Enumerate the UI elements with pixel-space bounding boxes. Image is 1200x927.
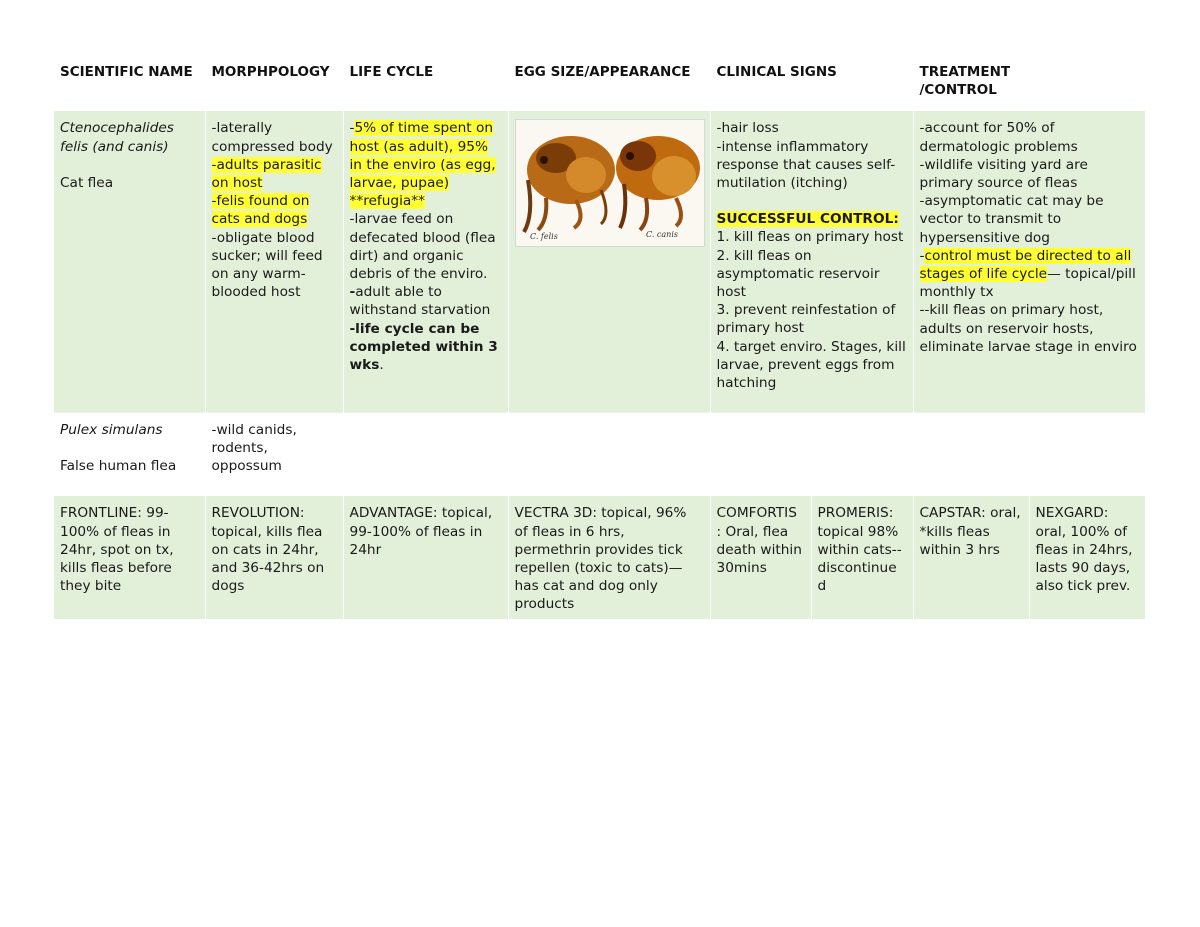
morph-item: -obligate blood sucker; will feed on any warm-blooded host (211, 229, 323, 301)
treat-highlight: control must be directed to all stages of life cycle (919, 247, 1132, 283)
header-clinical-signs: CLINICAL SIGNS (710, 54, 913, 110)
flea-comparison-image (515, 119, 705, 247)
control-step: 2. kill fleas on asymptomatic reservoir host (716, 247, 880, 301)
common-name: Cat flea (60, 174, 114, 191)
table-row-products (54, 495, 1145, 619)
label-c-felis: C. felis (529, 232, 558, 242)
table-row-cat-flea (54, 110, 1145, 412)
cell-advantage: ADVANTAGE: topical, 99-100% of fleas in 24hr (343, 495, 508, 619)
treat-line: -wildlife visiting yard are primary source of fleas (919, 156, 1088, 192)
treat-line: --kill fleas on primary host, adults on reservoir hosts, eliminate larvae stage in enviro (919, 302, 1137, 355)
treat-line: -account for 50% of dermatologic problems (919, 120, 1078, 155)
control-step: 4. target enviro. Stages, kill larvae, prevent eggs from hatching (716, 338, 906, 392)
cell-egg-empty (508, 412, 710, 495)
cell-revolution: REVOLUTION: topical, kills flea on cats in 24hr, and 36-42hrs on dogs (205, 495, 343, 619)
header-scientific-name: SCIENTIFIC NAME (54, 54, 205, 110)
cell-morphology: -wild canids, rodents, oppossum (205, 412, 343, 495)
treat-line: -asymptomatic cat may be vector to transmit to hypersensitive dog (919, 193, 1104, 246)
cell-treatment (913, 110, 1145, 412)
label-c-canis: C. canis (645, 230, 678, 240)
successful-control-title: SUCCESSFUL CONTROL: (716, 211, 899, 228)
cell-scientific-name (54, 412, 205, 495)
cell-scientific-name (54, 110, 205, 412)
treat-dash: - (919, 247, 925, 264)
table-row-false-human-flea (54, 412, 1145, 495)
control-step: 1. kill fleas on primary host (716, 229, 904, 246)
scientific-name: Ctenocephalides felis (and canis) (60, 120, 174, 155)
morph-item: -laterally compressed body (211, 120, 333, 155)
life-text-bold: -life cycle can be completed within 3 wks (349, 320, 498, 374)
cell-vectra: VECTRA 3D: topical, 96% of fleas in 6 hrs, permethrin provides tick repellen (toxic to cats)— has cat and dog only products (508, 495, 710, 619)
life-highlight: 5% of time spent on host (as adult), 95% in the enviro (as egg, larvae, pupae) **refugia** (349, 120, 496, 210)
clin-line: -intense inflammatory response that causes self-mutilation (itching) (716, 138, 896, 192)
cell-capstar: CAPSTAR: oral, *kills fleas within 3 hrs (913, 495, 1029, 619)
life-text: adult able to withstand starvation (349, 284, 491, 319)
flea-reference-table (54, 54, 1146, 619)
header-row (54, 54, 1145, 110)
cell-egg-appearance (508, 110, 710, 412)
cell-clinical-signs (710, 110, 913, 412)
cell-frontline: FRONTLINE: 99-100% of fleas in 24hr, spot on tx, kills fleas before they bite (54, 495, 205, 619)
header-treatment: TREATMENT /CONTROL (913, 54, 1145, 110)
header-egg-size: EGG SIZE/APPEARANCE (508, 54, 710, 110)
morph-item-highlight: -felis found on cats and dogs (211, 193, 310, 228)
life-dash: - (349, 120, 355, 137)
life-dash-bold: - (349, 284, 356, 301)
morph-item-highlight: -adults parasitic on host (211, 156, 322, 192)
clin-line: -hair loss (716, 120, 779, 137)
life-period: . (379, 357, 384, 374)
cell-life-cycle-empty (343, 412, 508, 495)
cell-comfortis: COMFORTIS : Oral, flea death within 30mins (710, 495, 811, 619)
cell-promeris: PROMERIS: topical 98% within cats--discontinue d (811, 495, 913, 619)
common-name: False human flea (60, 458, 177, 475)
control-step: 3. prevent reinfestation of primary host (716, 302, 896, 337)
header-life-cycle: LIFE CYCLE (343, 54, 508, 110)
treat-line: — topical/pill monthly tx (919, 266, 1136, 301)
header-morphology: MORPHPOLOGY (205, 54, 343, 110)
cell-clinical-empty (710, 412, 913, 495)
life-text: -larvae feed on defecated blood (flea dirt) and organic debris of the enviro. (349, 211, 496, 283)
scientific-name: Pulex simulans (60, 421, 163, 438)
cell-nexgard: NEXGARD: oral, 100% of fleas in 24hrs, lasts 90 days, also tick prev. (1029, 495, 1145, 619)
cell-life-cycle (343, 110, 508, 412)
cell-treatment-empty (913, 412, 1145, 495)
cell-morphology (205, 110, 343, 412)
